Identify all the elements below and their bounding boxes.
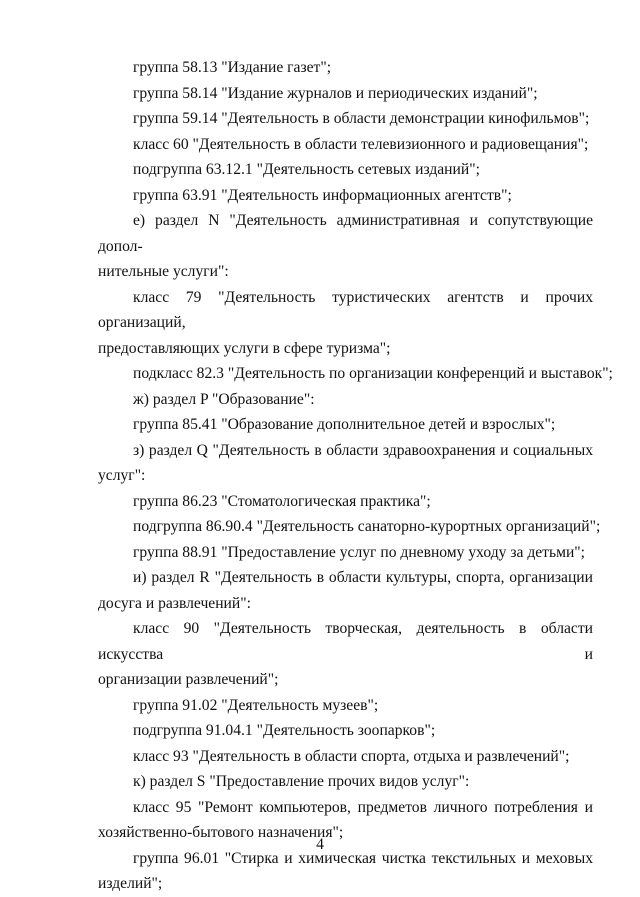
text-line: группа 96.01 "Стирка и химическая чистка текстильных и меховых [133,849,593,867]
text-line: нительные услуги": [98,263,229,280]
text-line: организации развлечений"; [98,671,279,688]
paragraph [98,412,593,438]
paragraph [98,132,593,158]
text-line: группа 85.41 "Образование дополнительное детей и взрослых"; [133,416,556,433]
text-line: подгруппа 86.90.4 "Деятельность санаторно-курортных организаций"; [133,518,601,535]
paragraph [98,489,593,515]
paragraph [98,693,593,719]
paragraph [98,208,593,285]
paragraph [98,387,593,413]
text-line: хозяйственно-бытового назначения"; [98,824,344,841]
text-line: подгруппа 63.12.1 "Деятельность сетевых изданий"; [133,161,480,178]
text-line: изделий"; [98,875,163,892]
text-line: к) раздел S "Предоставление прочих видов услуг": [133,773,470,790]
text-line: группа 58.14 "Издание журналов и периодических изданий"; [133,84,538,102]
paragraph [98,565,593,616]
text-line: и) раздел R "Деятельность в области культуры, спорта, организации [133,569,593,586]
paragraph [98,769,593,795]
paragraph [98,106,593,132]
text-line: группа 86.23 "Стоматологическая практика"; [133,492,431,510]
paragraph [98,157,593,183]
text-line: досуга и развлечений": [98,594,251,612]
text-line: з) раздел Q "Деятельность в области здравоохранения и социальных [133,441,593,459]
text-line: класс 93 "Деятельность в области спорта, отдыха и развлечений"; [133,747,570,765]
paragraph [98,55,593,81]
text-line: класс 60 "Деятельность в области телевизионного и радиовещания"; [133,135,589,153]
text-line: группа 59.14 "Деятельность в области демонстрации кинофильмов"; [133,110,590,127]
page-number: 4 [316,836,324,853]
paragraph [98,81,593,107]
paragraph [98,616,593,693]
text-line: класс 79 "Деятельность туристических агентств и прочих организаций, [98,288,593,331]
text-line: группа 91.02 "Деятельность музеев"; [133,696,379,714]
document-body [98,55,613,897]
text-line: группа 58.13 "Издание газет"; [133,59,332,76]
paragraph [98,183,593,209]
text-line: группа 88.91 "Предоставление услуг по дневному уходу за детьми"; [133,543,586,561]
paragraph [98,540,593,566]
paragraph [98,438,593,489]
paragraph [98,718,593,744]
text-line: подгруппа 91.04.1 "Деятельность зоопарков"; [133,722,436,739]
text-line: группа 63.91 "Деятельность информационных агентств"; [133,186,512,204]
text-line: ж) раздел P "Образование": [133,390,315,408]
text-line: предоставляющих услуги в сфере туризма"; [98,339,391,357]
text-line: услуг": [98,467,146,484]
paragraph [98,744,593,770]
text-line: класс 95 "Ремонт компьютеров, предметов личного потребления и [133,798,593,816]
text-line: е) раздел N "Деятельность административная и сопутствующие допол- [98,212,593,255]
text-line: подкласс 82.3 "Деятельность по организации конференций и выставок"; [133,365,613,382]
text-line: класс 90 "Деятельность творческая, деятельность в области искусства и [98,620,593,663]
paragraph [98,361,613,387]
paragraph [98,514,601,540]
paragraph [98,285,593,362]
